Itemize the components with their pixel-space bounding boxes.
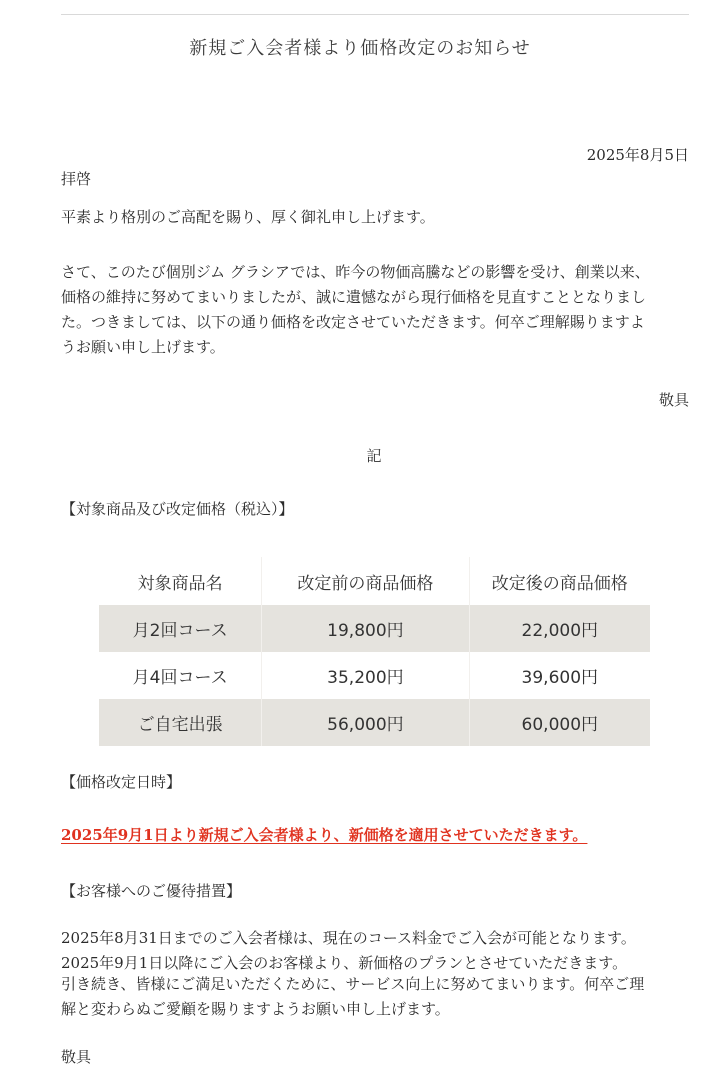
benefit-line: 2025年9月1日以降にご入会のお客様より、新価格のプランとさせていただきます。: [61, 954, 628, 972]
intro-paragraph: 平素より格別のご高配を賜り、厚く御礼申し上げます。: [61, 208, 435, 226]
table-row: [99, 699, 650, 746]
table-cell: ご自宅出張: [99, 699, 262, 746]
table-cell: 月4回コース: [132, 668, 228, 688]
greeting-open: 拝啓: [61, 170, 92, 188]
table-cell: 60,000円: [469, 699, 650, 746]
table-cell: 22,000円: [469, 605, 650, 652]
page-title: 新規ご入会者様より価格改定のお知らせ: [189, 38, 531, 59]
closing-paragraph-line: 解と変わらぬご愛顧を賜りますようお願い申し上げます。: [61, 1000, 450, 1018]
closing-paragraph: [61, 972, 691, 1022]
table-row: [99, 605, 650, 652]
table-cell: 19,800円: [262, 605, 469, 652]
main-paragraph: [61, 260, 691, 360]
section-benefit-heading: 【お客様へのご優待措置】: [61, 882, 242, 900]
table-cell: 56,000円: [262, 699, 469, 746]
table-cell: 月2回コース: [99, 605, 262, 652]
price-table: [99, 557, 650, 746]
new-price-notice-link[interactable]: 2025年9月1日より新規ご入会者様より、新価格を適用させていただきます。: [61, 826, 588, 844]
ki-heading: 記: [366, 447, 382, 465]
notice-date: 2025年8月5日: [586, 146, 689, 164]
table-row: [99, 652, 650, 699]
section-products-heading: 【対象商品及び改定価格（税込）】: [61, 500, 294, 518]
table-cell: 35,200円: [262, 652, 469, 699]
section-date-heading: 【価格改定日時】: [61, 773, 182, 791]
benefit-paragraph: [61, 926, 691, 976]
table-header-cell: 改定前の商品価格: [262, 557, 469, 605]
main-paragraph-line: 価格の維持に努めてまいりましたが、誠に遺憾ながら現行価格を見直すこととなりまし: [61, 288, 647, 306]
main-paragraph-line: さて、このたび個別ジム グラシアでは、昨今の物価高騰などの影響を受け、創業以来、: [61, 263, 650, 281]
main-paragraph-line: うお願い申し上げます。: [61, 338, 225, 356]
benefit-line: 2025年8月31日までのご入会者様は、現在のコース料金でご入会が可能となります。: [61, 929, 636, 947]
table-header-cell: 改定後の商品価格: [469, 557, 650, 605]
closing-keigu-bottom: 敬具: [61, 1048, 92, 1066]
main-paragraph-line: た。つきましては、以下の通り価格を改定させていただきます。何卒ご理解賜りますよ: [61, 313, 645, 331]
table-header-row: [99, 557, 650, 605]
top-divider: [61, 14, 689, 15]
closing-keigu: 敬具: [658, 391, 689, 409]
table-cell: 39,600円: [469, 652, 650, 699]
closing-paragraph-line: 引き続き、皆様にご満足いただくために、サービス向上に努めてまいります。何卒ご理: [61, 975, 645, 993]
table-header-cell: 対象商品名: [137, 573, 223, 594]
